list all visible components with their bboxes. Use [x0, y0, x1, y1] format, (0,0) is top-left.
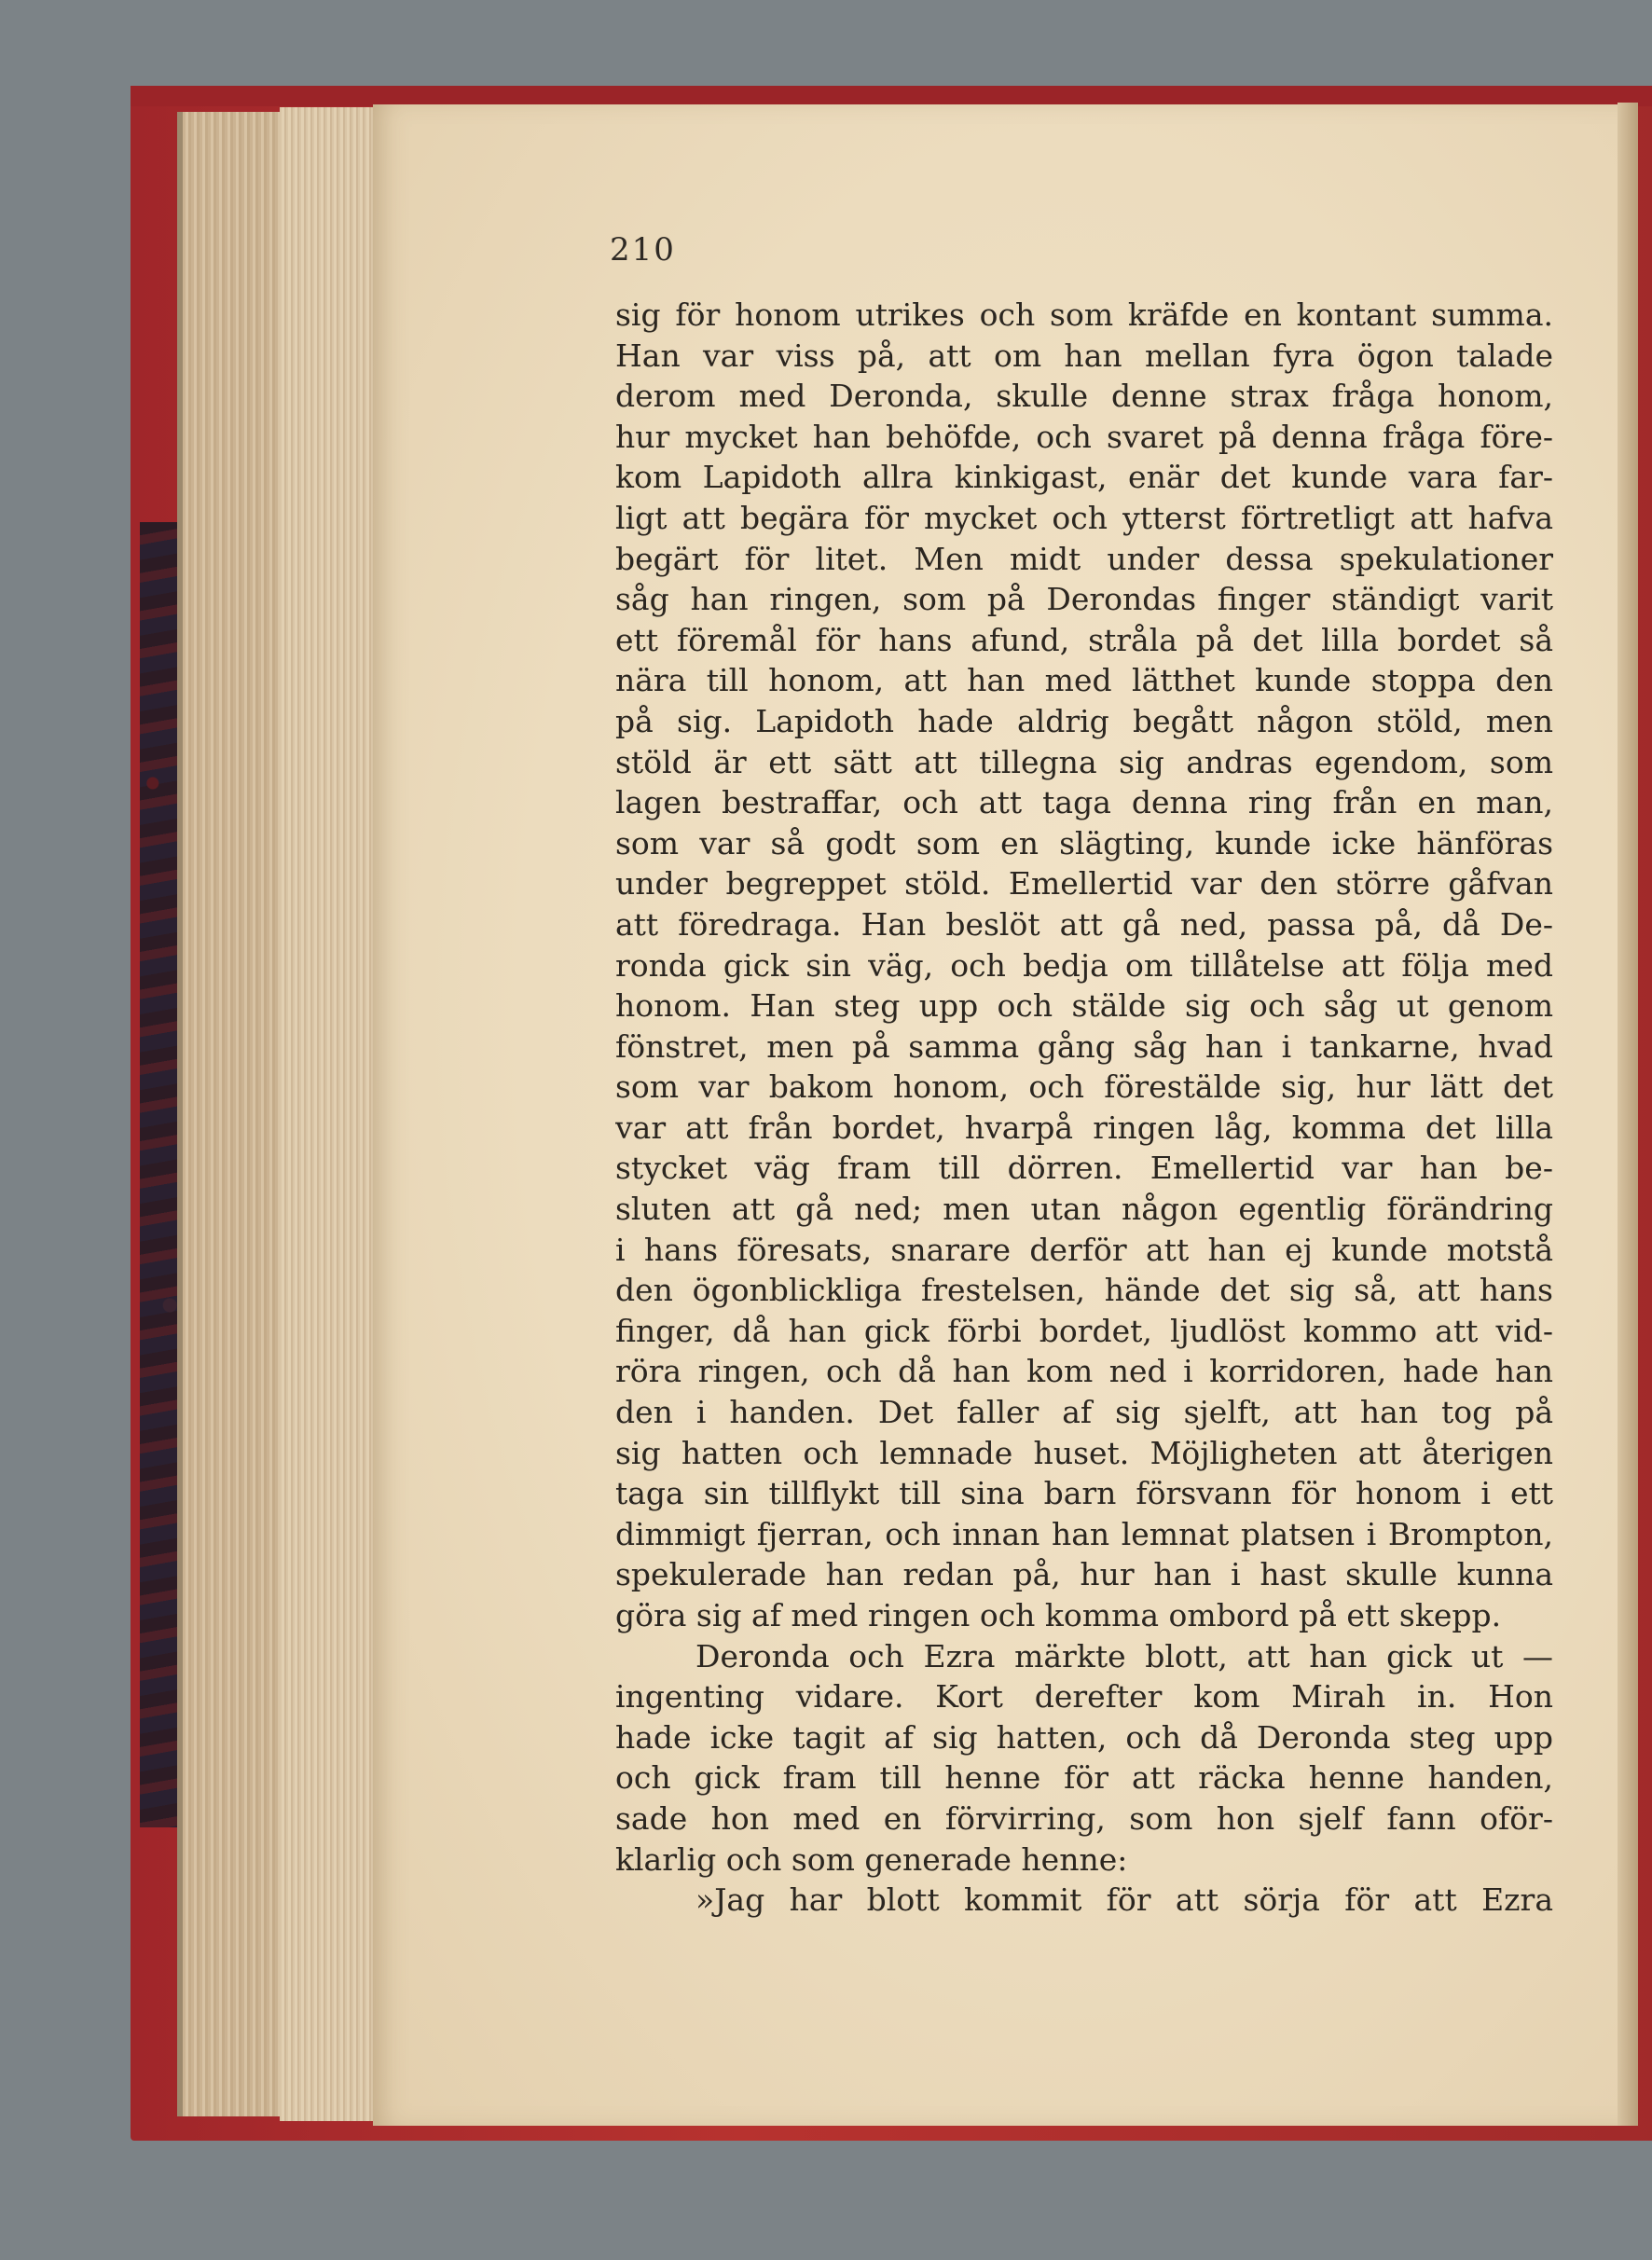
- text-line: hur mycket han behöfde, och svaret på denna fråga före-: [615, 418, 1553, 455]
- text-line: Deronda och Ezra märkte blott, att han gick ut —: [695, 1637, 1553, 1674]
- text-line: som var bakom honom, och förestälde sig, hur lätt det: [615, 1068, 1553, 1106]
- text-line: sade hon med en förvirring, som hon sjelf fann oför-: [615, 1799, 1553, 1837]
- text-line: ingenting vidare. Kort derefter kom Mirah in. Hon: [615, 1678, 1553, 1716]
- text-line: att föredraga. Han beslöt att gå ned, passa på, då De-: [615, 905, 1553, 943]
- text-line: göra sig af med ringen och komma ombord på ett skepp.: [615, 1597, 1502, 1633]
- page-right-edge: [1618, 103, 1638, 2126]
- text-line: på sig. Lapidoth hade aldrig begått någon stöld, men: [615, 702, 1553, 739]
- page-number: 210: [610, 231, 676, 269]
- text-line: finger, då han gick förbi bordet, ljudlöst kommo att vid-: [615, 1312, 1553, 1349]
- text-line: dimmigt fjerran, och innan han lemnat platsen i Brompton,: [615, 1515, 1553, 1552]
- text-line: stycket väg fram till dörren. Emellertid var han be-: [615, 1150, 1553, 1187]
- text-line: den i handen. Det faller af sig sjelft, att han tog på: [615, 1394, 1553, 1431]
- cover-top-edge: [131, 86, 1652, 106]
- text-line: sluten att gå ned; men utan någon egentlig förändring: [615, 1191, 1553, 1228]
- text-line: taga sin tillflykt till sina barn försvann för honom i ett: [615, 1475, 1553, 1512]
- text-line: som var så godt som en slägting, kunde icke hänföras: [615, 824, 1553, 861]
- text-line: var att från bordet, hvarpå ringen låg, komma det lilla: [615, 1109, 1553, 1146]
- text-line: i hans föresats, snarare derför att han ej kunde motstå: [615, 1231, 1553, 1268]
- text-line: nära till honom, att han med lätthet kunde stoppa den: [615, 662, 1553, 699]
- text-line: klarlig och som generade henne:: [615, 1840, 1128, 1878]
- text-line: stöld är ett sätt att tillegna sig andras egendom, som: [615, 743, 1553, 780]
- text-line: honom. Han steg upp och stälde sig och såg ut genom: [615, 987, 1553, 1025]
- text-line: begärt för litet. Men midt under dessa spekulationer: [615, 540, 1553, 577]
- text-line: sig för honom utrikes och som kräfde en kontant summa.: [615, 296, 1553, 333]
- page-text: [615, 295, 1553, 1921]
- text-line: spekulerade han redan på, hur han i hast skulle kunna: [615, 1556, 1553, 1593]
- text-line: den ögonblickliga frestelsen, hände det sig så, att hans: [615, 1272, 1553, 1309]
- text-line: derom med Deronda, skulle denne strax fråga honom,: [615, 378, 1553, 415]
- text-line: ett föremål för hans afund, stråla på det lilla bordet så: [615, 621, 1553, 658]
- text-line: kom Lapidoth allra kinkigast, enär det kunde vara far-: [615, 459, 1553, 496]
- text-line: ronda gick sin väg, och bedja om tillåtelse att följa med: [615, 946, 1553, 984]
- text-line: under begreppet stöld. Emellertid var den större gåfvan: [615, 865, 1553, 903]
- text-line: såg han ringen, som på Derondas finger ständigt varit: [615, 581, 1553, 618]
- text-line: röra ringen, och då han kom ned i korridoren, hade han: [615, 1353, 1553, 1390]
- text-line: fönstret, men på samma gång såg han i tankarne, hvad: [615, 1027, 1553, 1065]
- text-line: Han var viss på, att om han mellan fyra ögon talade: [615, 337, 1553, 374]
- text-line: hade icke tagit af sig hatten, och då Deronda steg upp: [615, 1718, 1553, 1756]
- text-line: »Jag har blott kommit för att sörja för att Ezra: [695, 1881, 1553, 1919]
- page-stack-inner: [280, 107, 382, 2121]
- text-line: ligt att begära för mycket och ytterst förtretligt att hafva: [615, 499, 1553, 536]
- text-line: sig hatten och lemnade huset. Möjligheten att återigen: [615, 1434, 1553, 1471]
- text-line: lagen bestraffar, och att taga denna ring från en man,: [615, 784, 1553, 821]
- text-line: och gick fram till henne för att räcka henne handen,: [615, 1759, 1553, 1797]
